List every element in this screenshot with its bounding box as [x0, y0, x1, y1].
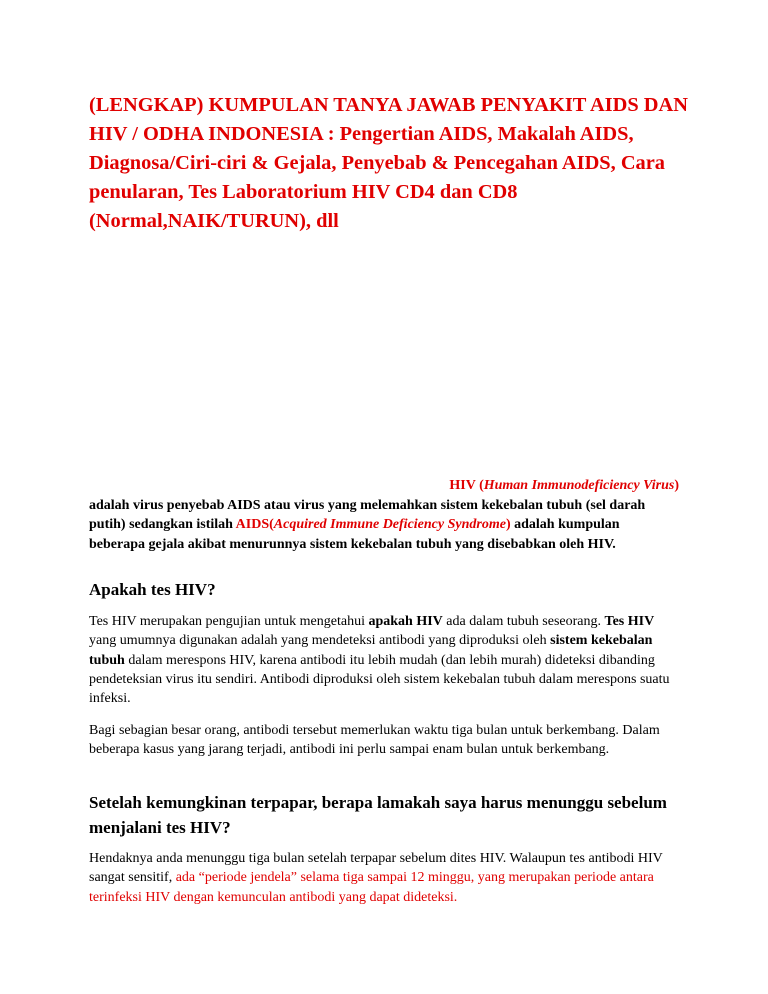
s1p1-text-1: Tes HIV merupakan pengujian untuk mengetahui: [89, 614, 369, 629]
intro-text-2: adalah kumpulan beberapa gejala akibat menurunnya sistem kekebalan tubuh yang disebabkan oleh HIV.: [89, 517, 620, 552]
hiv-close-paren: ): [674, 478, 679, 493]
hiv-term: HIV: [449, 478, 476, 493]
s1p1-text-4: dalam merespons HIV, karena antibodi itu lebih mudah (dan lebih murah) dideteksi dibanding pendeteksian virus itu sendiri. Antibodi diproduksi oleh sistem kekebalan tubuh dalam merespons suatu infeksi.: [89, 652, 670, 707]
section1-paragraph-2: Bagi sebagian besar orang, antibodi tersebut memerlukan waktu tiga bulan untuk berkembang. Dalam beberapa kasus yang jarang terjadi, antibodi ini perlu sampai enam bulan untuk berkembang.: [89, 723, 660, 758]
section2-paragraph-1: [89, 849, 679, 907]
s1p1-bold-2: Tes HIV: [604, 614, 655, 629]
section-heading-waiting-time: Setelah kemungkinan terpapar, berapa lamakah saya harus menunggu sebelum menjalani tes HIV?: [89, 793, 667, 837]
intro-text-1: adalah virus penyebab AIDS atau virus yang melemahkan sistem kekebalan tubuh (sel darah putih) sedangkan istilah: [89, 497, 646, 532]
aids-close-paren: ): [505, 517, 511, 532]
s2p1-red-text: ada “periode jendela” selama tiga sampai 12 minggu, yang merupakan periode antara terinfeksi HIV dengan kemunculan antibodi yang dapat dideteksi.: [89, 870, 654, 905]
aids-term: AIDS(: [235, 517, 274, 532]
s1p1-bold-3: sistem kekebalan tubuh: [89, 633, 653, 668]
s1p1-text-2: ada dalam tubuh seseorang.: [442, 614, 605, 629]
section-heading-hiv-test: Apakah tes HIV?: [89, 580, 216, 599]
s1p1-bold-1: apakah HIV: [368, 614, 443, 629]
aids-full-name: Acquired Immune Deficiency Syndrome: [273, 517, 506, 532]
hiv-open-paren: (: [475, 478, 484, 493]
hiv-full-name: Human Immunodeficiency Virus: [483, 478, 675, 493]
section1-paragraph-1: [89, 612, 679, 708]
intro-paragraph: [89, 476, 679, 554]
s1p1-text-3: yang umumnya digunakan adalah yang mendeteksi antibodi yang diproduksi oleh: [89, 633, 551, 649]
page-title: (LENGKAP) KUMPULAN TANYA JAWAB PENYAKIT AIDS DAN HIV / ODHA INDONESIA : Pengertian AIDS, Makalah AIDS, Diagnosa/Ciri-ciri & Gejala, Penyebab & Pencegahan AIDS, Cara penularan, Tes Laboratorium HIV CD4 dan CD8 (Normal,NAIK/TURUN), dll: [89, 94, 688, 232]
intro-body: [89, 496, 679, 555]
s2p1-text-1: Hendaknya anda menunggu tiga bulan setelah terpapar sebelum dites HIV. Walaupun tes antibodi HIV sangat sensitif,: [89, 851, 663, 886]
hiv-definition-line: [89, 476, 679, 496]
